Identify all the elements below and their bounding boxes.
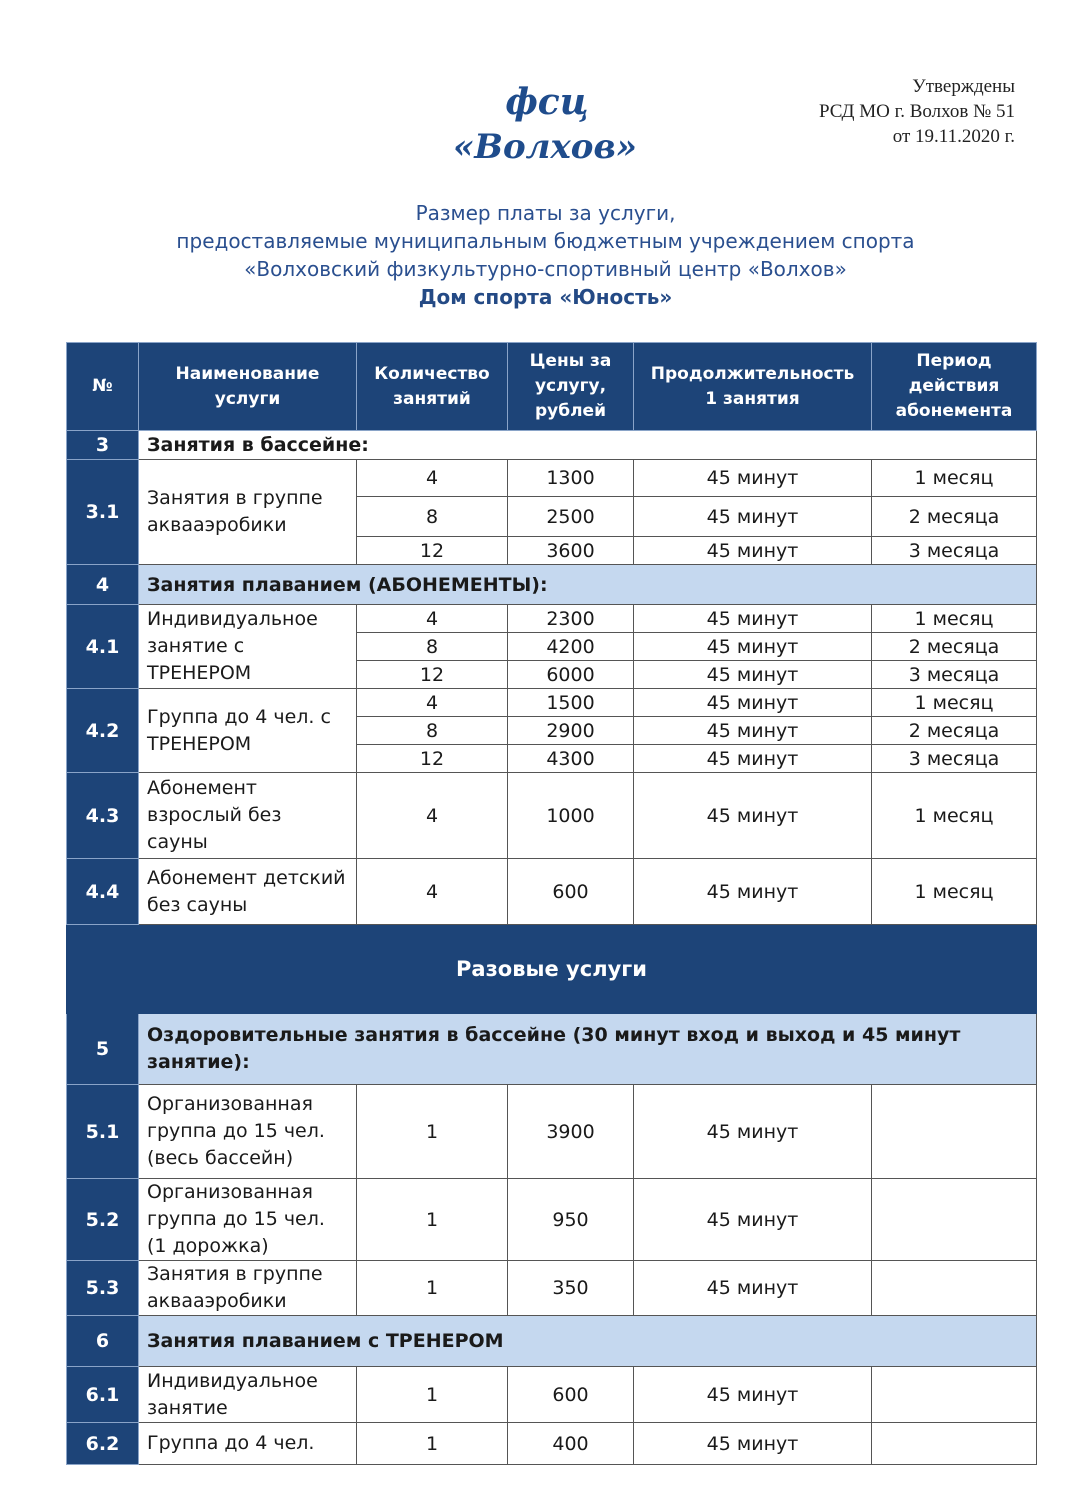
row-number: 5.1 — [67, 1085, 139, 1179]
duration: 45 минут — [634, 633, 872, 661]
period: 2 месяца — [872, 497, 1037, 537]
banner-row — [67, 925, 1037, 1014]
row-number: 4.3 — [67, 773, 139, 859]
duration: 45 минут — [634, 1261, 872, 1316]
row-number: 4.1 — [67, 605, 139, 689]
row-number: 6.1 — [67, 1367, 139, 1423]
period — [872, 1179, 1037, 1261]
row-number: 3 — [67, 431, 139, 460]
duration: 45 минут — [634, 717, 872, 745]
service-name: Группа до 4 чел. — [139, 1423, 357, 1465]
service-name: Абонемент взрослый без сауны — [139, 773, 357, 859]
price: 6000 — [508, 661, 634, 689]
table-row — [67, 1261, 1037, 1316]
title-line: «Волховский физкультурно-спортивный центр «Волхов» — [244, 257, 847, 281]
header-num: № — [67, 343, 139, 431]
duration: 45 минут — [634, 1085, 872, 1179]
price: 4300 — [508, 745, 634, 773]
duration: 45 минут — [634, 460, 872, 497]
section-title: Оздоровительные занятия в бассейне (30 минут вход и выход и 45 минут занятие): — [139, 1014, 1037, 1085]
table-row — [67, 605, 1037, 633]
period: 1 месяц — [872, 605, 1037, 633]
session-count: 1 — [357, 1085, 508, 1179]
session-count: 1 — [357, 1179, 508, 1261]
period: 1 месяц — [872, 859, 1037, 925]
period: 1 месяц — [872, 689, 1037, 717]
table-row — [67, 689, 1037, 717]
header-period: Период действия абонемента — [872, 343, 1037, 431]
session-count: 4 — [357, 859, 508, 925]
period — [872, 1085, 1037, 1179]
one-time-services-banner: Разовые услуги — [67, 925, 1037, 1014]
price: 600 — [508, 859, 634, 925]
document-title — [0, 199, 1091, 311]
price: 2500 — [508, 497, 634, 537]
session-count: 12 — [357, 537, 508, 565]
period: 2 месяца — [872, 633, 1037, 661]
table-row — [67, 859, 1037, 925]
session-count: 8 — [357, 633, 508, 661]
period: 2 месяца — [872, 717, 1037, 745]
table-row — [67, 1423, 1037, 1465]
period — [872, 1367, 1037, 1423]
row-number: 4 — [67, 565, 139, 605]
duration: 45 минут — [634, 661, 872, 689]
price: 2900 — [508, 717, 634, 745]
period: 3 месяца — [872, 745, 1037, 773]
table-row — [67, 773, 1037, 859]
duration: 45 минут — [634, 497, 872, 537]
price: 350 — [508, 1261, 634, 1316]
price: 3900 — [508, 1085, 634, 1179]
header-duration: Продолжительность 1 занятия — [634, 343, 872, 431]
service-name: Абонемент детский без сауны — [139, 859, 357, 925]
section-row — [67, 1316, 1037, 1367]
logo-text-line2: «Волхов» — [452, 127, 638, 167]
period — [872, 1423, 1037, 1465]
section-title: Занятия в бассейне: — [139, 431, 1037, 460]
table-row — [67, 1085, 1037, 1179]
duration: 45 минут — [634, 537, 872, 565]
price: 1000 — [508, 773, 634, 859]
row-number: 6 — [67, 1316, 139, 1367]
period — [872, 1261, 1037, 1316]
session-count: 1 — [357, 1261, 508, 1316]
approval-line: РСД МО г. Волхов № 51 — [818, 101, 1015, 122]
row-number: 6.2 — [67, 1423, 139, 1465]
header-name: Наименование услуги — [139, 343, 357, 431]
logo-text-line1: фсц — [505, 81, 589, 123]
duration: 45 минут — [634, 689, 872, 717]
session-count: 4 — [357, 689, 508, 717]
service-name: Занятия в группе аквааэробики — [139, 460, 357, 565]
approval-line: от 19.11.2020 г. — [892, 126, 1015, 147]
service-name: Индивидуальное занятие с ТРЕНЕРОМ — [139, 605, 357, 689]
row-number: 4.4 — [67, 859, 139, 925]
session-count: 12 — [357, 745, 508, 773]
duration: 45 минут — [634, 1367, 872, 1423]
section-title: Занятия плаванием (АБОНЕМЕНТЫ): — [139, 565, 1037, 605]
row-number: 5.2 — [67, 1179, 139, 1261]
period: 1 месяц — [872, 773, 1037, 859]
section-row — [67, 431, 1037, 460]
table-row — [67, 1367, 1037, 1423]
price: 400 — [508, 1423, 634, 1465]
duration: 45 минут — [634, 773, 872, 859]
row-number: 3.1 — [67, 460, 139, 565]
title-line: Размер платы за услуги, — [415, 201, 676, 225]
price: 3600 — [508, 537, 634, 565]
duration: 45 минут — [634, 1423, 872, 1465]
session-count: 12 — [357, 661, 508, 689]
fsc-volkhov-logo — [452, 78, 638, 170]
header-count: Количество занятий — [357, 343, 508, 431]
price: 600 — [508, 1367, 634, 1423]
session-count: 1 — [357, 1367, 508, 1423]
session-count: 8 — [357, 717, 508, 745]
row-number: 5 — [67, 1014, 139, 1085]
section-row — [67, 565, 1037, 605]
service-name: Группа до 4 чел. с ТРЕНЕРОМ — [139, 689, 357, 773]
session-count: 4 — [357, 773, 508, 859]
service-name: Организованная группа до 15 чел. (весь бассейн) — [139, 1085, 357, 1179]
duration: 45 минут — [634, 605, 872, 633]
title-venue: Дом спорта «Юность» — [418, 285, 673, 309]
session-count: 4 — [357, 605, 508, 633]
table-row — [67, 460, 1037, 497]
section-row — [67, 1014, 1037, 1085]
period: 1 месяц — [872, 460, 1037, 497]
duration: 45 минут — [634, 1179, 872, 1261]
header-price: Цены за услугу, рублей — [508, 343, 634, 431]
approval-note — [819, 74, 1015, 149]
service-name: Организованная группа до 15 чел. (1 дорожка) — [139, 1179, 357, 1261]
table-header-row — [67, 343, 1037, 431]
service-name: Занятия в группе аквааэробики — [139, 1261, 357, 1316]
session-count: 4 — [357, 460, 508, 497]
price: 4200 — [508, 633, 634, 661]
approval-line: Утверждены — [912, 76, 1015, 97]
row-number: 4.2 — [67, 689, 139, 773]
price: 2300 — [508, 605, 634, 633]
title-line: предоставляемые муниципальным бюджетным учреждением спорта — [176, 229, 915, 253]
service-name: Индивидуальное занятие — [139, 1367, 357, 1423]
duration: 45 минут — [634, 859, 872, 925]
session-count: 8 — [357, 497, 508, 537]
table-row — [67, 1179, 1037, 1261]
period: 3 месяца — [872, 537, 1037, 565]
price: 1500 — [508, 689, 634, 717]
period: 3 месяца — [872, 661, 1037, 689]
price: 1300 — [508, 460, 634, 497]
session-count: 1 — [357, 1423, 508, 1465]
price-table — [66, 342, 1037, 1465]
price: 950 — [508, 1179, 634, 1261]
row-number: 5.3 — [67, 1261, 139, 1316]
duration: 45 минут — [634, 745, 872, 773]
section-title: Занятия плаванием с ТРЕНЕРОМ — [139, 1316, 1037, 1367]
